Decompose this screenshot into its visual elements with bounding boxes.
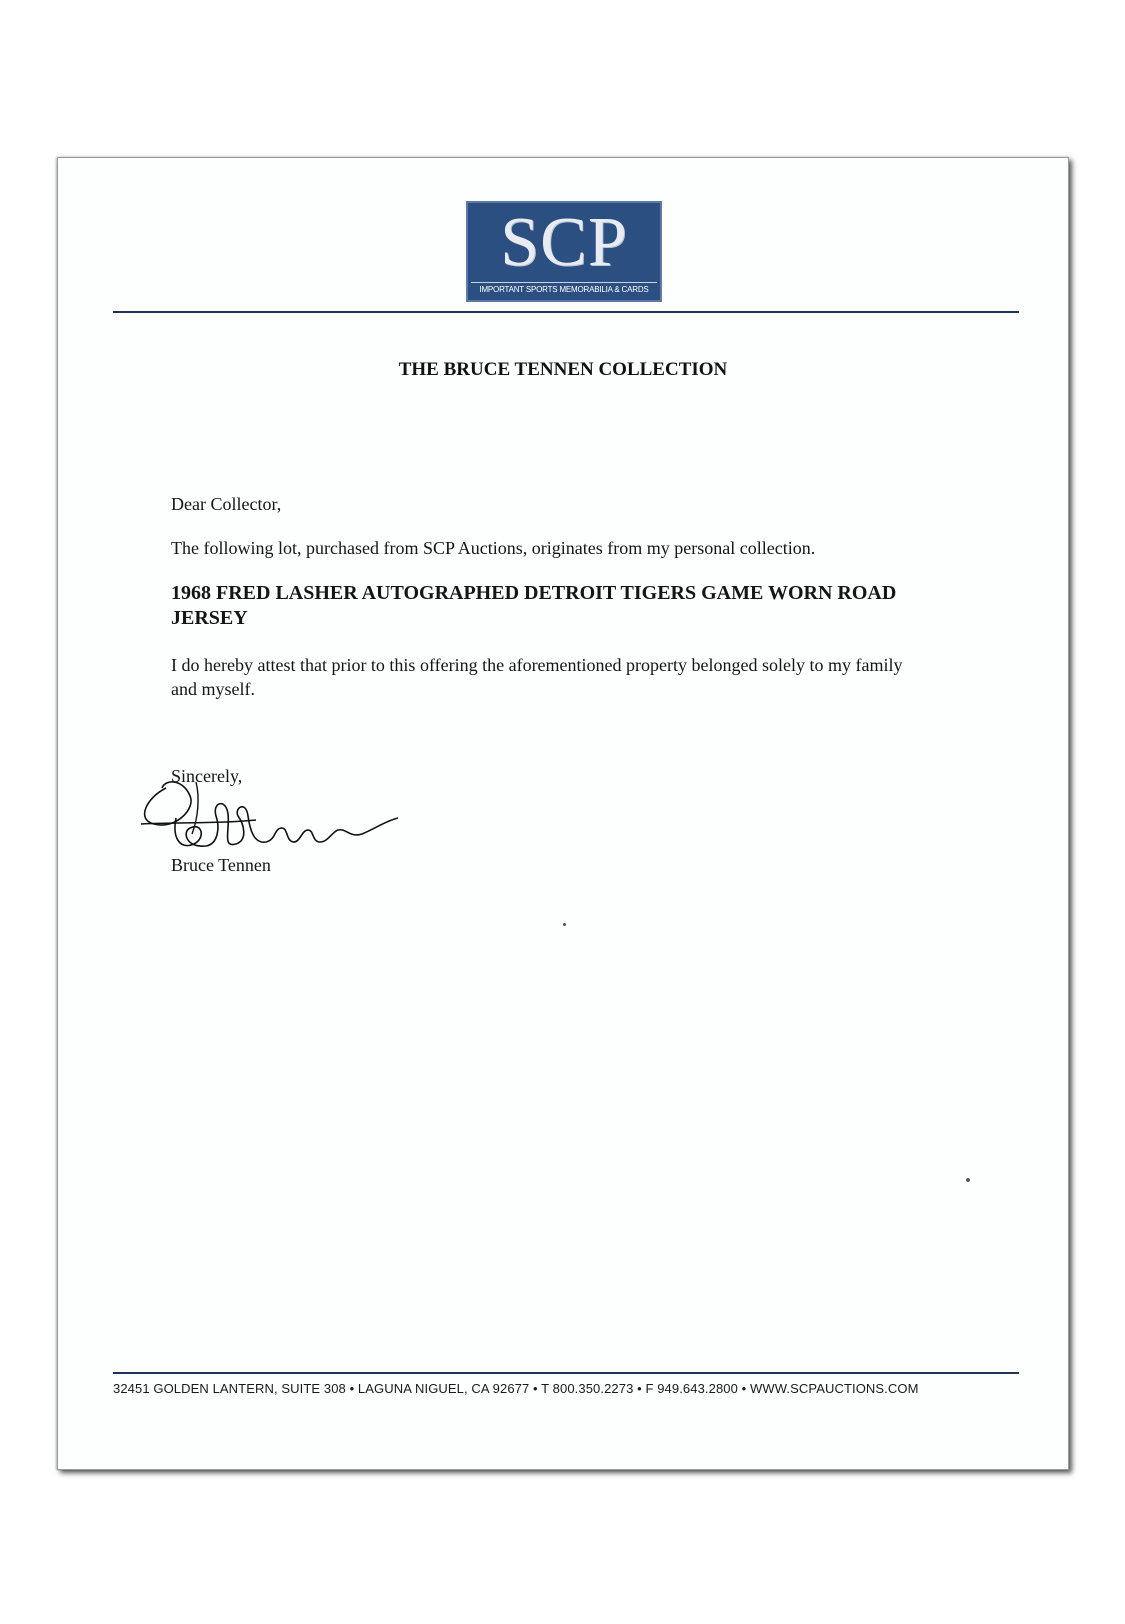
handwritten-signature [136,758,436,868]
lot-title: 1968 FRED LASHER AUTOGRAPHED DETROIT TIGERS GAME WORN ROAD JERSEY [171,582,897,629]
footer-rule [113,1372,1019,1374]
logo-tagline: IMPORTANT SPORTS MEMORABILIA & CARDS [471,282,657,296]
salutation: Dear Collector, [171,494,282,514]
letter-page [57,157,1069,1470]
header-rule [113,311,1019,313]
paper-speck [966,1178,970,1182]
attestation-paragraph: I do hereby attest that prior to this offering the aforementioned property belonged solely to my family and myself. [171,655,903,699]
signer-name: Bruce Tennen [171,855,271,875]
paper-speck [563,923,566,926]
collection-title: THE BRUCE TENNEN COLLECTION [398,359,728,380]
footer-address: 32451 GOLDEN LANTERN, SUITE 308 • LAGUNA NIGUEL, CA 92677 • T 800.350.2273 • F 949.643.2800 • WWW.SCPAUCTIONS.COM [113,1381,919,1396]
closing: Sincerely, [171,766,243,786]
intro-paragraph: The following lot, purchased from SCP Auctions, originates from my personal collection. [171,538,816,558]
logo-letters: SCP [500,204,628,281]
scp-logo [466,201,662,302]
